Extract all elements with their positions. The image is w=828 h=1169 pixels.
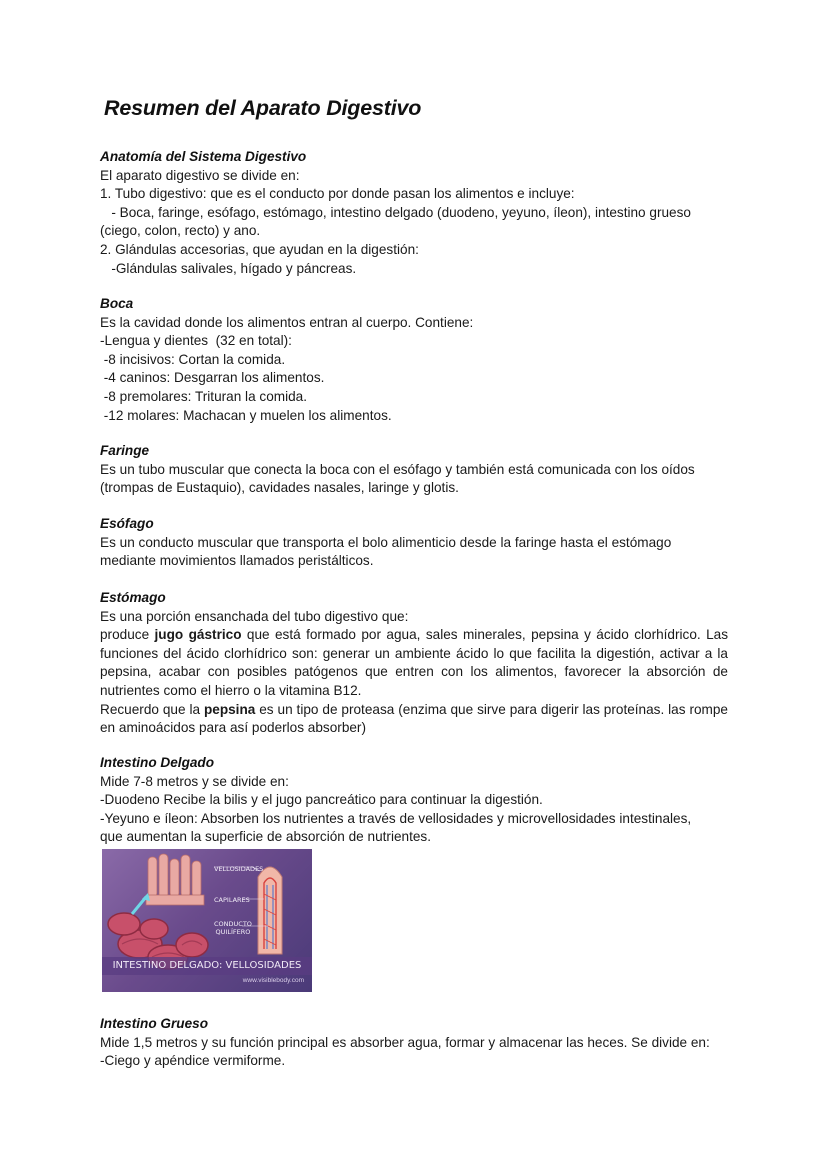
bold-term: jugo gástrico <box>154 627 242 643</box>
paragraph-line: Es un tubo muscular que conecta la boca con el esófago y también está comunicada con los oídos <box>100 461 695 477</box>
bold-term: pepsina <box>203 701 256 717</box>
section-boca <box>100 295 728 425</box>
paragraph-line: - Boca, faringe, esófago, estómago, intestino delgado (duodeno, yeyuno, íleon), intestino grueso <box>100 204 691 220</box>
paragraph-line: Mide 7-8 metros y se divide en: <box>100 773 289 789</box>
paragraph-line: -Lengua y dientes (32 en total): <box>100 333 292 349</box>
section-heading: Intestino Delgado <box>100 755 215 770</box>
label-conducto-quilifero <box>214 921 252 936</box>
paragraph-line: que aumentan la superficie de absorción de nutrientes. <box>100 829 431 845</box>
label-line: CONDUCTO <box>214 920 252 928</box>
text-run: que está formado por agua, sales minerales, pepsina y ácido clorhídrico. Las funciones del ácido clorhídrico son: generar un ambiente ácido lo que facilita la digestión, activar a la pepsina, acabar con posibles patógenos que entren con los alimentos, favorecer la absorción de nutrientes como el hierro o la vitamina B12. <box>100 627 728 698</box>
text-run: produce <box>100 627 155 643</box>
paragraph-line: -12 molares: Machacan y muelen los alimentos. <box>100 407 392 423</box>
figure-credit: www.visiblebody.com <box>242 977 304 984</box>
paragraph-jugo-gastrico <box>100 626 728 700</box>
paragraph-line: -Yeyuno e íleon: Absorben los nutrientes a través de vellosidades y microvellosidades intestinales, <box>100 810 692 826</box>
paragraph-line: Es la cavidad donde los alimentos entran al cuerpo. Contiene: <box>100 314 474 330</box>
paragraph-line: Mide 1,5 metros y su función principal es absorber agua, formar y almacenar las heces. Se divide en: <box>100 1034 710 1050</box>
paragraph-line: (trompas de Eustaquio), cavidades nasales, laringe y glotis. <box>100 480 459 496</box>
section-heading: Faringe <box>100 443 150 458</box>
paragraph-line: -4 caninos: Desgarran los alimentos. <box>100 370 325 386</box>
label-vellosidades: VELLOSIDADES <box>214 865 264 873</box>
section-esofago <box>100 515 728 571</box>
paragraph-line: -Glándulas salivales, hígado y páncreas. <box>100 260 357 276</box>
section-heading: Esófago <box>100 516 154 531</box>
document-title: Resumen del Aparato Digestivo <box>104 96 422 120</box>
villi-illustration <box>102 849 312 992</box>
paragraph-line: -8 premolares: Trituran la comida. <box>100 388 308 404</box>
paragraph-line: 1. Tubo digestivo: que es el conducto por donde pasan los alimentos e incluye: <box>100 186 575 202</box>
paragraph-line: (ciego, colon, recto) y ano. <box>100 223 261 239</box>
section-estomago <box>100 589 728 738</box>
paragraph-line: Es un conducto muscular que transporta el bolo alimenticio desde la faringe hasta el estómago <box>100 534 672 550</box>
section-heading: Anatomía del Sistema Digestivo <box>100 149 307 164</box>
section-intestino-grueso <box>100 1015 728 1071</box>
paragraph-line: -8 incisivos: Cortan la comida. <box>100 351 286 367</box>
paragraph-pepsina <box>100 701 728 738</box>
section-intestino-delgado <box>100 754 728 847</box>
figure-caption: INTESTINO DELGADO: VELLOSIDADES <box>102 957 312 975</box>
section-heading: Estómago <box>100 590 166 605</box>
text-run: Recuerdo que la <box>100 701 204 717</box>
section-heading: Intestino Grueso <box>100 1016 209 1031</box>
paragraph-line: Es una porción ensanchada del tubo digestivo que: <box>100 608 409 624</box>
label-capilares: CAPILARES <box>214 896 250 904</box>
paragraph-line: -Ciego y apéndice vermiforme. <box>100 1053 286 1069</box>
paragraph-line: mediante movimientos llamados peristálticos. <box>100 553 374 569</box>
section-anatomia <box>100 148 728 278</box>
paragraph-line: -Duodeno Recibe la bilis y el jugo pancreático para continuar la digestión. <box>100 792 543 808</box>
section-faringe <box>100 442 728 498</box>
label-line: QUILÍFERO <box>215 927 251 936</box>
text-run: es un tipo de proteasa (enzima que sirve para digerir las proteínas. las rompe en aminoácidos para así poderlos absorber) <box>100 701 728 736</box>
section-heading: Boca <box>100 296 134 311</box>
paragraph-line: El aparato digestivo se divide en: <box>100 167 300 183</box>
paragraph-line: 2. Glándulas accesorias, que ayudan en la digestión: <box>100 241 419 257</box>
